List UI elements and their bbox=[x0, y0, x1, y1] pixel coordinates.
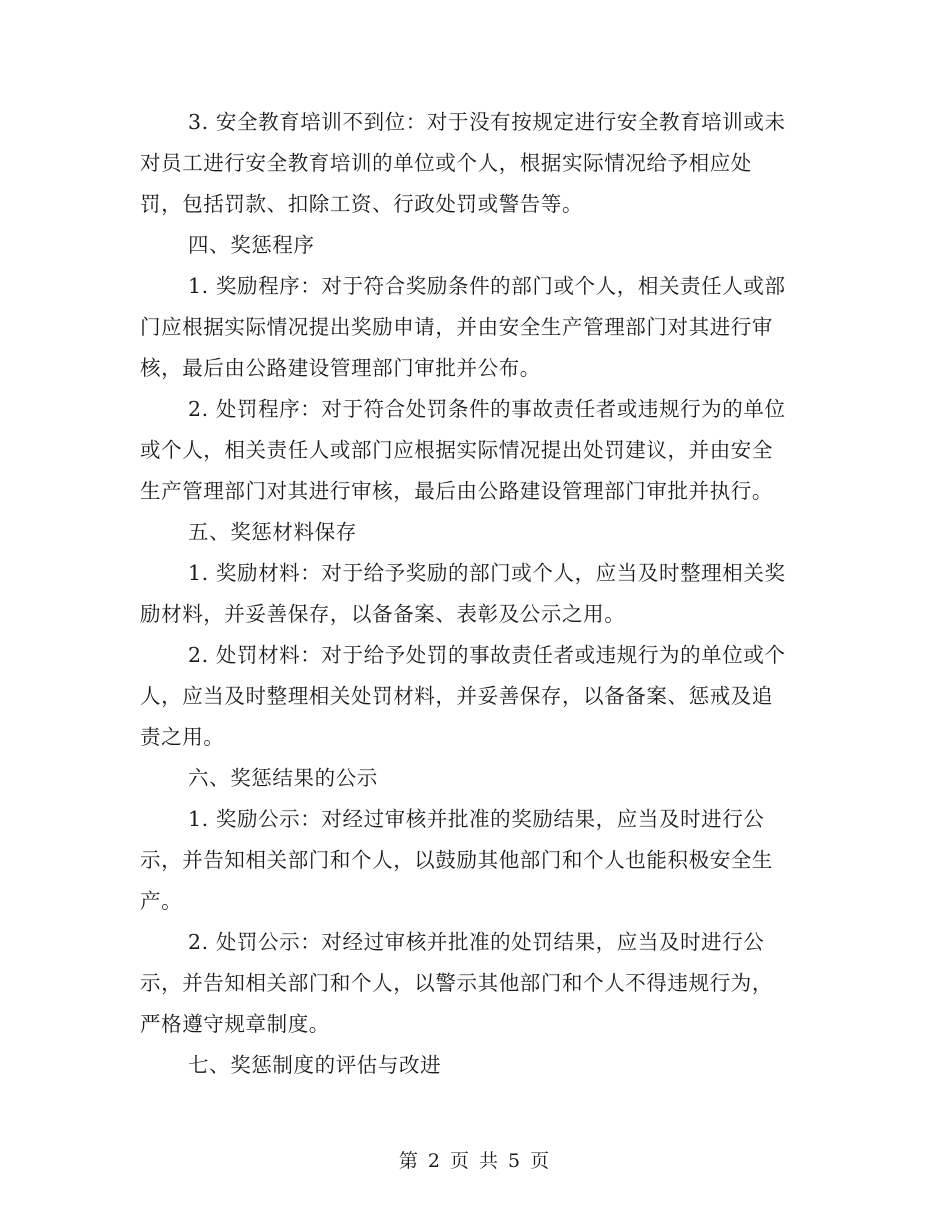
text-line: 四、奖惩程序 bbox=[188, 233, 315, 257]
text-line: 门应根据实际情况提出奖励申请，并由安全生产管理部门对其进行审 bbox=[140, 315, 773, 339]
text-line: 核，最后由公路建设管理部门审批并公布。 bbox=[140, 356, 541, 380]
text-line: 生产管理部门对其进行审核，最后由公路建设管理部门审批并执行。 bbox=[140, 479, 773, 503]
text-line: 严格遵守规章制度。 bbox=[140, 1012, 330, 1036]
text-line: 2. 处罚材料：对于给予处罚的事故责任者或违规行为的单位或个 bbox=[188, 643, 786, 667]
text-line: 对员工进行安全教育培训的单位或个人，根据实际情况给予相应处 bbox=[140, 151, 752, 175]
text-line: 励材料，并妥善保存，以备备案、表彰及公示之用。 bbox=[140, 602, 626, 626]
text-line: 1. 奖励程序：对于符合奖励条件的部门或个人，相关责任人或部 bbox=[188, 274, 786, 298]
text-line: 产。 bbox=[140, 889, 183, 913]
text-line: 3. 安全教育培训不到位：对于没有按规定进行安全教育培训或未 bbox=[188, 110, 786, 134]
text-line: 1. 奖励公示：对经过审核并批准的奖励结果，应当及时进行公 bbox=[188, 807, 765, 831]
text-line: 1. 奖励材料：对于给予奖励的部门或个人，应当及时整理相关奖 bbox=[188, 561, 786, 585]
page-footer: 第 2 页 共 5 页 bbox=[398, 1150, 552, 1172]
text-line: 2. 处罚公示：对经过审核并批准的处罚结果，应当及时进行公 bbox=[188, 930, 765, 954]
text-line: 六、奖惩结果的公示 bbox=[188, 766, 378, 790]
text-line: 七、奖惩制度的评估与改进 bbox=[188, 1053, 442, 1077]
text-line: 责之用。 bbox=[140, 725, 225, 749]
text-line: 五、奖惩材料保存 bbox=[188, 520, 357, 544]
text-line: 示，并告知相关部门和个人，以警示其他部门和个人不得违规行为， bbox=[140, 971, 773, 995]
document-body bbox=[140, 102, 812, 1086]
text-line: 罚，包括罚款、扣除工资、行政处罚或警告等。 bbox=[140, 192, 584, 216]
text-line: 人，应当及时整理相关处罚材料，并妥善保存，以备备案、惩戒及追 bbox=[140, 684, 773, 708]
text-line: 或个人，相关责任人或部门应根据实际情况提出处罚建议，并由安全 bbox=[140, 438, 773, 462]
text-line: 2. 处罚程序：对于符合处罚条件的事故责任者或违规行为的单位 bbox=[188, 397, 786, 421]
text-line: 示，并告知相关部门和个人，以鼓励其他部门和个人也能积极安全生 bbox=[140, 848, 773, 872]
